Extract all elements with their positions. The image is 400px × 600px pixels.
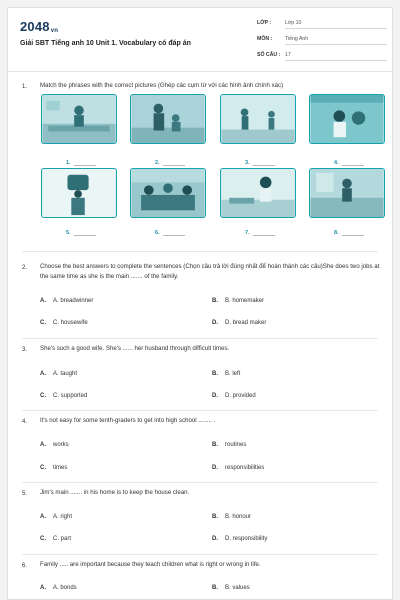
- page-title: Giải SBT Tiếng anh 10 Unit 1. Vocabulary có đáp án: [20, 40, 191, 47]
- option-letter: D.: [212, 393, 218, 399]
- option-text: times: [53, 465, 68, 471]
- option-b[interactable]: [212, 298, 264, 304]
- blank-label: 5.: [66, 230, 71, 236]
- option-text: D. bread maker: [225, 320, 267, 326]
- option-a[interactable]: [40, 585, 77, 591]
- meta-underline: [285, 60, 387, 61]
- option-a[interactable]: [40, 442, 69, 448]
- meta-key: SỐ CÂU :: [257, 52, 281, 58]
- question-text: She's such a good wife. She's ...... her husband through difficult times.: [40, 345, 230, 352]
- option-letter: C.: [40, 536, 46, 542]
- option-text: A. taught: [53, 371, 78, 377]
- option-letter: B.: [212, 442, 218, 448]
- meta-key: LỚP :: [257, 20, 272, 26]
- meta-value: 17: [285, 52, 291, 58]
- option-a[interactable]: [40, 514, 72, 520]
- blank-label: 3.: [245, 160, 250, 166]
- kitchen-image: [42, 95, 116, 143]
- blank-line: [163, 165, 185, 166]
- option-a[interactable]: [40, 371, 77, 377]
- cooking-image: [310, 169, 384, 217]
- option-text: D. provided: [225, 393, 256, 399]
- picture-7-dishes: [220, 168, 296, 218]
- option-b[interactable]: [212, 442, 246, 448]
- question-text: It's not easy for some tenth-graders to get into high school ........ .: [40, 417, 216, 424]
- option-letter: B.: [212, 371, 218, 377]
- question-text: Match the phrases with the correct pictures (Ghép các cụm từ với các hình ảnh chính xác): [40, 82, 284, 89]
- blank-label: 1.: [66, 160, 71, 166]
- answer-blank-3[interactable]: [245, 160, 275, 166]
- answer-blank-2[interactable]: [155, 160, 185, 166]
- option-text: A. right: [53, 514, 73, 520]
- divider: [22, 338, 378, 339]
- option-b[interactable]: [212, 371, 240, 377]
- option-letter: A.: [40, 442, 46, 448]
- blank-line: [74, 235, 96, 236]
- meta-value: Tiếng Anh: [285, 36, 309, 42]
- logo-suffix: vn: [50, 28, 59, 34]
- answer-blank-5[interactable]: [66, 230, 96, 236]
- option-c[interactable]: [40, 320, 88, 326]
- blank-line: [253, 235, 275, 236]
- house-image: [221, 95, 295, 143]
- option-text: routines: [225, 442, 247, 448]
- meta-underline: [285, 44, 387, 45]
- option-b[interactable]: [212, 514, 251, 520]
- option-text: D. responsibility: [225, 536, 268, 542]
- question-number: 2.: [22, 265, 28, 271]
- option-text: B. homemaker: [225, 298, 265, 304]
- option-b[interactable]: [212, 585, 250, 591]
- question-number: 3.: [22, 347, 28, 353]
- answer-blank-8[interactable]: [334, 230, 364, 236]
- option-d[interactable]: [212, 536, 267, 542]
- option-letter: D.: [212, 320, 218, 326]
- picture-6-group: [130, 168, 206, 218]
- bucket-image: [42, 169, 116, 217]
- option-letter: C.: [40, 465, 46, 471]
- question-number: 5.: [22, 491, 28, 497]
- picture-3-house: [220, 94, 296, 144]
- question-text: Family ..... are important because they teach children what is right or wrong in life.: [40, 561, 261, 568]
- option-c[interactable]: [40, 465, 67, 471]
- option-c[interactable]: [40, 393, 87, 399]
- dishes-image: [221, 169, 295, 217]
- laundry-image: [310, 95, 384, 143]
- option-text: responsibilities: [225, 465, 265, 471]
- option-text: B. left: [225, 371, 241, 377]
- option-d[interactable]: [212, 320, 266, 326]
- blank-label: 4.: [334, 160, 339, 166]
- divider: [22, 554, 378, 555]
- answer-blank-4[interactable]: [334, 160, 364, 166]
- option-text: C. supported: [53, 393, 88, 399]
- meta-underline: [285, 28, 387, 29]
- answer-blank-6[interactable]: [155, 230, 185, 236]
- option-c[interactable]: [40, 536, 71, 542]
- blank-line: [74, 165, 96, 166]
- option-letter: B.: [212, 514, 218, 520]
- blank-line: [253, 165, 275, 166]
- answer-blank-7[interactable]: [245, 230, 275, 236]
- picture-4-laundry: [309, 94, 385, 144]
- blank-line: [163, 235, 185, 236]
- worksheet-header: [8, 8, 392, 72]
- option-text: C. part: [53, 536, 72, 542]
- option-a[interactable]: [40, 298, 93, 304]
- blank-label: 6.: [155, 230, 160, 236]
- logo-text: 2048: [20, 19, 50, 34]
- meta-key: MÔN :: [257, 36, 273, 42]
- question-text: Choose the best answers to complete the sentences (Chọn câu trả lời đúng nhất để hoàn thành các câu)She does two jobs at the same time as she is the main ....... of the family.: [40, 263, 380, 280]
- group-image: [131, 169, 205, 217]
- divider: [22, 482, 378, 483]
- option-letter: C.: [40, 393, 46, 399]
- meta-value: Lớp 10: [285, 20, 302, 26]
- divider: [22, 410, 378, 411]
- option-letter: D.: [212, 465, 218, 471]
- option-letter: D.: [212, 536, 218, 542]
- picture-2-family: [130, 94, 206, 144]
- option-d[interactable]: [212, 465, 264, 471]
- option-text: C. housewife: [53, 320, 88, 326]
- worksheet-page: [7, 7, 393, 600]
- option-letter: A.: [40, 371, 46, 377]
- picture-5-bucket: [41, 168, 117, 218]
- option-letter: B.: [212, 585, 218, 591]
- site-logo[interactable]: [20, 19, 58, 34]
- blank-label: 8.: [334, 230, 339, 236]
- option-letter: C.: [40, 320, 46, 326]
- option-letter: A.: [40, 298, 46, 304]
- option-text: A. bonds: [53, 585, 77, 591]
- option-letter: A.: [40, 514, 46, 520]
- picture-1-kitchen: [41, 94, 117, 144]
- question-number: 1.: [22, 84, 28, 90]
- option-text: A. breadwinner: [53, 298, 94, 304]
- question-number: 4.: [22, 419, 28, 425]
- divider: [22, 251, 378, 252]
- option-text: B. honour: [225, 514, 252, 520]
- blank-label: 2.: [155, 160, 160, 166]
- option-d[interactable]: [212, 393, 256, 399]
- option-text: B. values: [225, 585, 250, 591]
- question-text: Jim's main ....... in his home is to keep the house clean.: [40, 489, 190, 496]
- blank-label: 7.: [245, 230, 250, 236]
- answer-blank-1[interactable]: [66, 160, 96, 166]
- family-image: [131, 95, 205, 143]
- option-letter: B.: [212, 298, 218, 304]
- question-number: 6.: [22, 563, 28, 569]
- blank-line: [342, 235, 364, 236]
- blank-line: [342, 165, 364, 166]
- option-letter: A.: [40, 585, 46, 591]
- option-text: works: [53, 442, 69, 448]
- picture-8-cooking: [309, 168, 385, 218]
